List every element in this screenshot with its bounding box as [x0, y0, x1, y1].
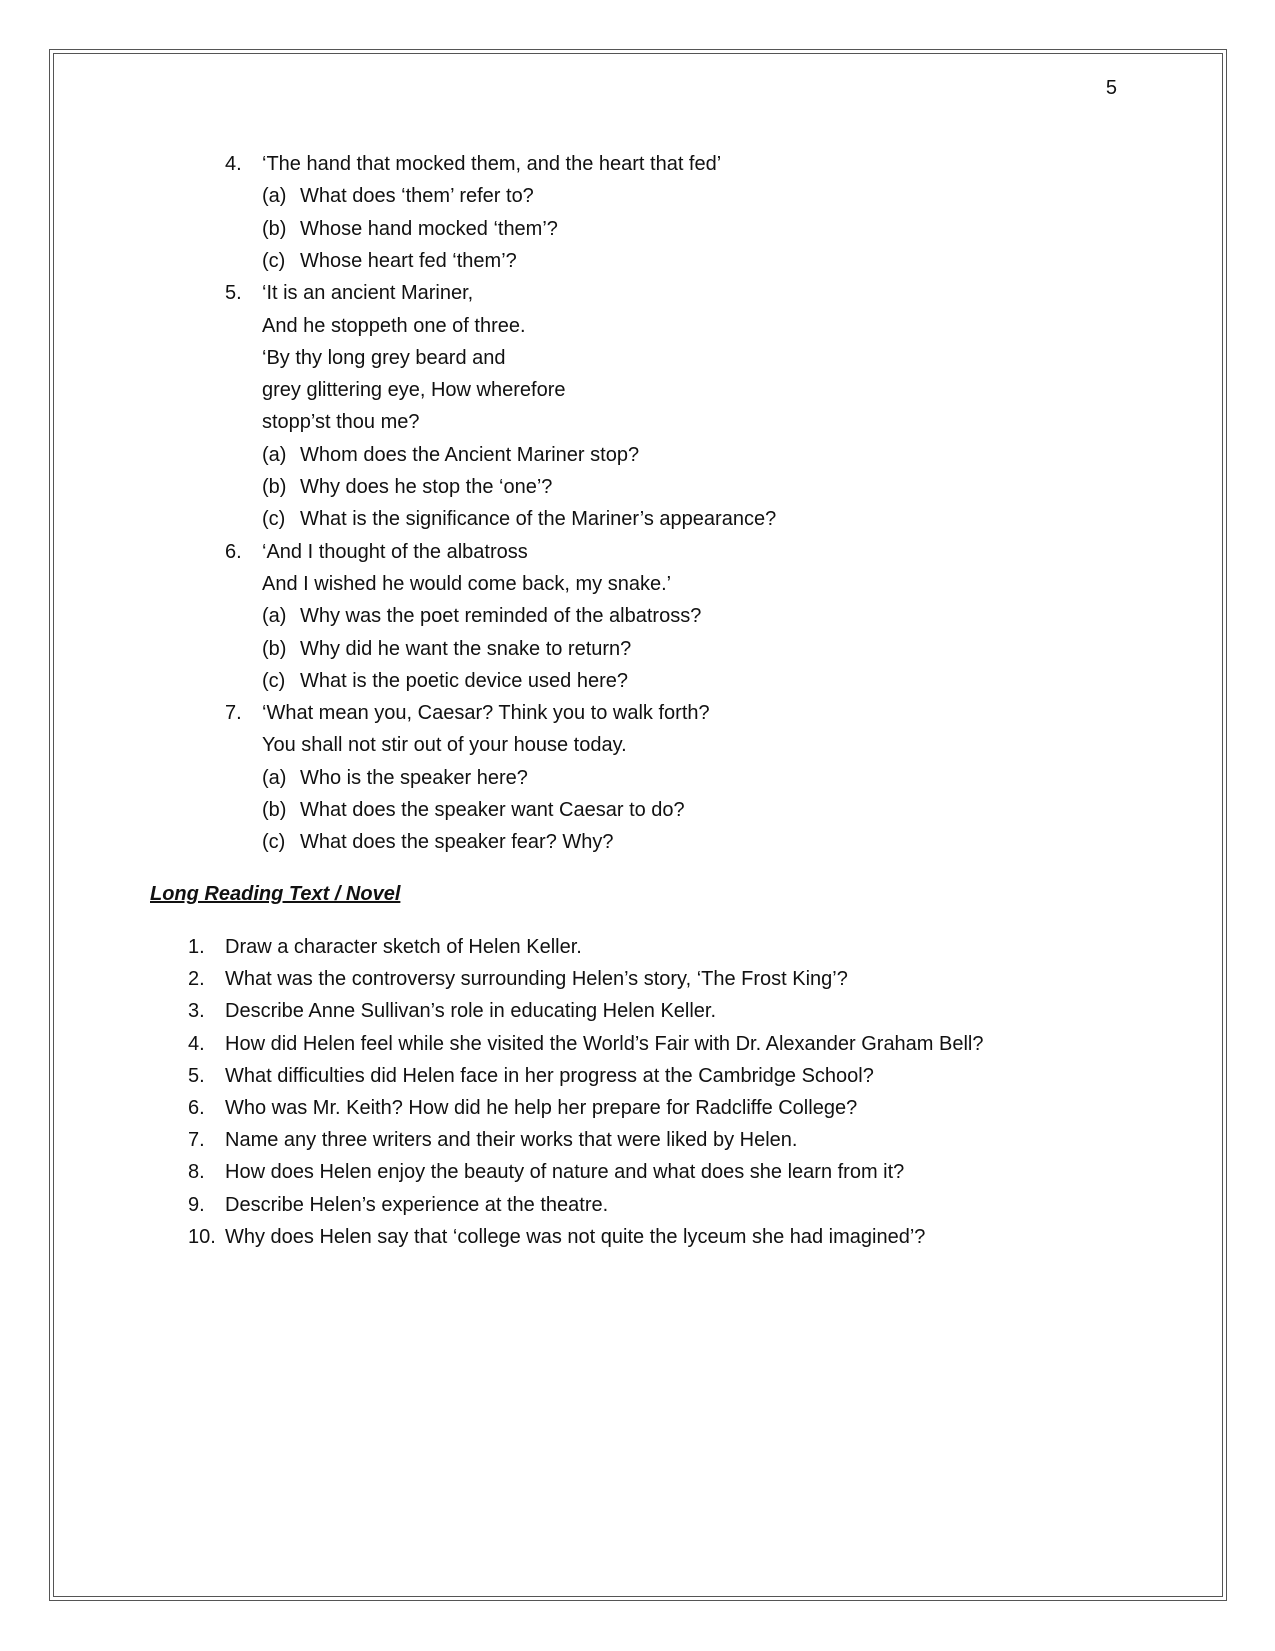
sub-question-label: (b) [262, 637, 287, 660]
question-text: Describe Anne Sullivan’s role in educating Helen Keller. [225, 1000, 717, 1023]
sub-question-label: (c) [262, 669, 286, 692]
sub-question-text: What is the poetic device used here? [300, 669, 628, 692]
sub-question-label: (a) [262, 185, 287, 208]
question-number: 2. [188, 968, 205, 991]
quote-text: ‘It is an ancient Mariner, [262, 282, 474, 305]
quote-text: grey glittering eye, How wherefore [262, 379, 566, 402]
question-text: Describe Helen’s experience at the theatre. [225, 1193, 609, 1216]
quote-text: stopp’st thou me? [262, 411, 420, 434]
question-text: Who was Mr. Keith? How did he help her prepare for Radcliffe College? [225, 1097, 858, 1119]
sub-question-text: Whom does the Ancient Mariner stop? [300, 443, 640, 466]
question-number: 1. [188, 936, 205, 958]
sub-question-label: (a) [262, 766, 287, 789]
quote-text: And I wished he would come back, my snake.’ [262, 572, 672, 595]
quote-text: ‘What mean you, Caesar? Think you to walk forth? [262, 702, 710, 725]
question-text: How did Helen feel while she visited the World’s Fair with Dr. Alexander Graham Bell? [225, 1032, 984, 1055]
question-number: 6. [225, 540, 242, 563]
question-number: 7. [188, 1129, 205, 1152]
question-text: Draw a character sketch of Helen Keller. [225, 936, 582, 958]
section-title: Long Reading Text / Novel [150, 883, 401, 905]
question-number: 10. [188, 1225, 216, 1248]
question-number: 7. [225, 702, 242, 725]
question-number: 5. [225, 282, 242, 305]
quote-text: And he stoppeth one of three. [262, 314, 526, 337]
sub-question-text: Whose heart fed ‘them’? [300, 249, 517, 272]
sub-question-text: What does ‘them’ refer to? [300, 185, 534, 208]
question-number: 8. [188, 1161, 205, 1184]
quote-text: ‘By thy long grey beard and [262, 346, 506, 369]
sub-question-text: Who is the speaker here? [300, 766, 528, 789]
quote-text: You shall not stir out of your house today. [262, 734, 627, 757]
question-text: What difficulties did Helen face in her progress at the Cambridge School? [225, 1064, 874, 1087]
quote-text: ‘And I thought of the albatross [262, 540, 528, 563]
question-number: 6. [188, 1097, 205, 1119]
question-number: 3. [188, 1000, 205, 1023]
sub-question-text: Why did he want the snake to return? [300, 637, 632, 660]
page-number: 5 [1105, 77, 1117, 99]
question-number: 4. [225, 153, 242, 175]
sub-question-text: What does the speaker want Caesar to do? [300, 799, 685, 821]
question-text: Why does Helen say that ‘college was not quite the lyceum she had imagined’? [225, 1225, 926, 1248]
question-number: 4. [188, 1032, 205, 1055]
question-number: 9. [188, 1193, 205, 1216]
sub-question-label: (a) [262, 605, 287, 628]
question-text: Name any three writers and their works that were liked by Helen. [225, 1129, 798, 1152]
sub-question-text: What is the significance of the Mariner’s appearance? [300, 508, 777, 531]
quote-text: ‘The hand that mocked them, and the heart that fed’ [262, 153, 722, 175]
sub-question-text: What does the speaker fear? Why? [300, 831, 614, 854]
sub-question-text: Why was the poet reminded of the albatross? [300, 605, 702, 628]
sub-question-label: (c) [262, 831, 286, 854]
sub-question-label: (a) [262, 443, 287, 466]
sub-question-text: Whose hand mocked ‘them’? [300, 217, 558, 240]
question-number: 5. [188, 1064, 205, 1087]
sub-question-label: (b) [262, 217, 287, 240]
sub-question-label: (c) [262, 508, 286, 531]
sub-question-label: (c) [262, 249, 286, 272]
question-text: How does Helen enjoy the beauty of nature and what does she learn from it? [225, 1161, 905, 1184]
question-text: What was the controversy surrounding Helen’s story, ‘The Frost King’? [225, 968, 848, 991]
sub-question-text: Why does he stop the ‘one’? [300, 476, 553, 498]
sub-question-label: (b) [262, 476, 287, 498]
sub-question-label: (b) [262, 799, 287, 821]
